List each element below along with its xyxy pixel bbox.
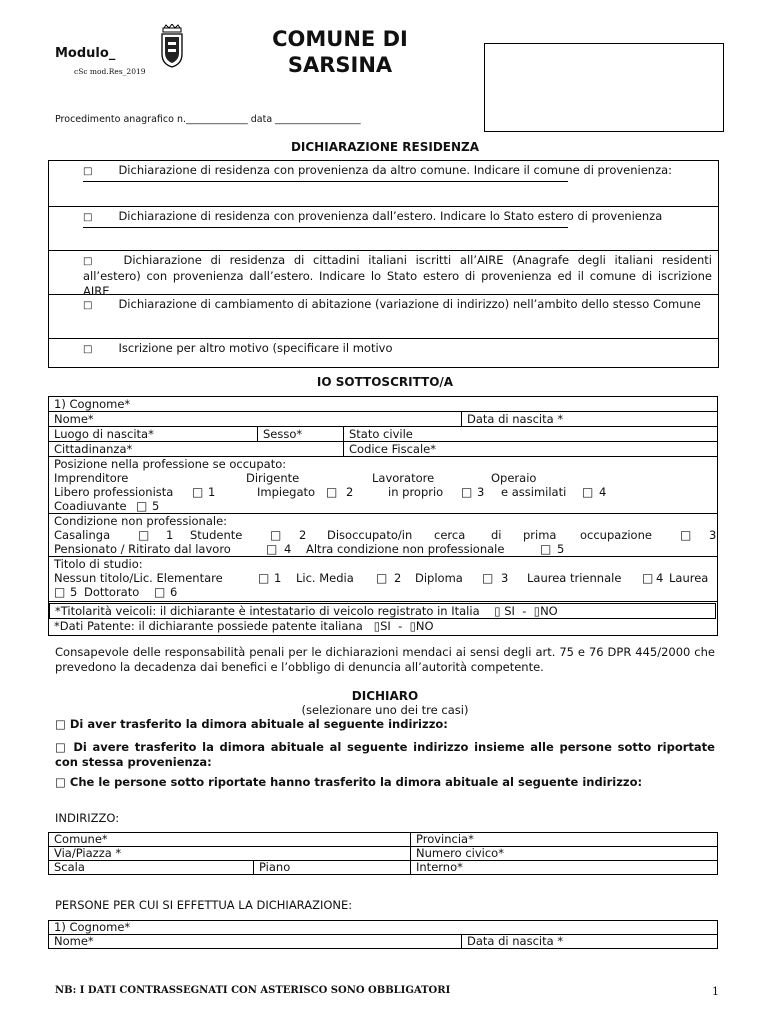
floor-field[interactable]: Piano: [254, 861, 411, 875]
cond-label: Pensionato / Ritirato dal lavoro: [54, 542, 231, 556]
checkbox-icon[interactable]: □: [54, 585, 66, 599]
condition-row-1: [54, 528, 717, 542]
checkbox-icon[interactable]: □: [642, 571, 654, 585]
prof-label: Lavoratore: [372, 471, 435, 485]
checkbox-icon[interactable]: □: [55, 717, 66, 731]
dash: -: [398, 619, 403, 633]
profession-title: Posizione nella professione se occupato:: [54, 457, 287, 471]
edu-label: Laurea: [669, 571, 709, 585]
section-title-sottoscritto: IO SOTTOSCRITTO/A: [316, 375, 454, 389]
input-line-stato[interactable]: [83, 227, 568, 228]
personal-data-table: [48, 396, 718, 636]
checkbox-icon[interactable]: □: [83, 166, 93, 177]
education-row-1: [54, 571, 712, 585]
comune-field[interactable]: Comune*: [49, 833, 411, 847]
cond-label: prima: [523, 528, 557, 542]
case-option-3[interactable]: [55, 775, 715, 790]
vehicles-row: [49, 602, 718, 636]
address-heading: INDIRIZZO:: [55, 811, 120, 825]
checkbox-icon[interactable]: □: [192, 485, 204, 499]
section-title-dichiaro: DICHIARO: [351, 689, 419, 703]
no-label: NO: [540, 604, 558, 618]
declaration-type-options: [48, 160, 719, 368]
cond-label: Studente: [190, 528, 243, 542]
yes-label: SI: [380, 619, 391, 633]
profession-row-2: [54, 485, 712, 499]
apartment-field[interactable]: Interno*: [411, 861, 718, 875]
edu-code: 5: [70, 585, 78, 599]
birthplace-field[interactable]: Luogo di nascita*: [49, 427, 258, 442]
license-row: [49, 619, 717, 634]
birth-date-field[interactable]: Data di nascita *: [462, 412, 718, 427]
persons-table: [48, 920, 718, 949]
edu-code: 4: [656, 571, 664, 585]
cond-label: Disoccupato/in: [327, 528, 413, 542]
person-surname-field[interactable]: 1) Cognome*: [49, 921, 718, 935]
case-option-2[interactable]: [55, 740, 715, 770]
mandatory-fields-note: NB: I DATI CONTRASSEGNATI CON ASTERISCO SONO OBBLIGATORI: [55, 985, 451, 996]
prof-code: 1: [208, 485, 216, 499]
checkbox-icon[interactable]: □: [83, 344, 93, 355]
surname-field[interactable]: 1) Cognome*: [49, 397, 718, 412]
yes-label: SI: [504, 604, 515, 618]
address-table: [48, 832, 718, 875]
prof-code: 2: [346, 485, 354, 499]
checkbox-icon[interactable]: □: [154, 585, 166, 599]
profession-row-3: [54, 499, 712, 513]
option-other-comune[interactable]: [49, 161, 718, 207]
prof-code: 4: [599, 485, 607, 499]
edu-code: 2: [394, 571, 402, 585]
education-section: [49, 557, 718, 602]
edu-label: Nessun titolo/Lic. Elementare: [54, 571, 223, 585]
case-label: Che le persone sotto riportate hanno trasferito la dimora abituale al seguente indirizzo:: [69, 775, 643, 789]
dash: -: [522, 604, 527, 618]
marital-status-field[interactable]: Stato civile: [344, 427, 718, 442]
checkbox-icon[interactable]: □: [582, 485, 594, 499]
edu-code: 6: [170, 585, 178, 599]
citizenship-field[interactable]: Cittadinanza*: [49, 442, 344, 457]
edu-label: Diploma: [415, 571, 463, 585]
profession-section: [49, 457, 718, 514]
street-field[interactable]: Via/Piazza *: [49, 847, 411, 861]
protocol-stamp-box[interactable]: [484, 43, 724, 132]
no-label: NO: [415, 619, 434, 633]
checkbox-icon[interactable]: □: [376, 571, 388, 585]
option-from-abroad[interactable]: [49, 207, 718, 251]
sex-field[interactable]: Sesso*: [258, 427, 344, 442]
checkbox-icon[interactable]: □: [83, 256, 98, 267]
prof-code: 3: [477, 485, 485, 499]
municipality-title: [250, 26, 430, 78]
checkbox-icon[interactable]: □: [680, 528, 692, 542]
checkbox-icon[interactable]: □: [83, 300, 93, 311]
dichiaro-subtitle: (selezionare uno dei tre casi): [301, 703, 469, 717]
condition-row-2: [54, 542, 712, 556]
vehicles-box: [49, 603, 716, 619]
vehicles-label: *Titolarità veicoli: il dichiarante è intestatario di veicolo registrato in Italia: [55, 604, 480, 618]
option-label: Dichiarazione di residenza con provenienza dall’estero. Indicare lo Stato estero di provenienza: [118, 209, 663, 223]
cond-label: di: [491, 528, 502, 542]
checkbox-icon[interactable]: ▯: [533, 604, 541, 618]
provincia-field[interactable]: Provincia*: [411, 833, 718, 847]
checkbox-icon[interactable]: □: [270, 528, 282, 542]
cond-label: cerca: [434, 528, 466, 542]
checkbox-icon[interactable]: ▯: [494, 604, 501, 618]
option-other-reason[interactable]: [49, 339, 718, 367]
cond-code: 1: [166, 528, 174, 542]
persons-heading: PERSONE PER CUI SI EFFETTUA LA DICHIARAZIONE:: [55, 898, 353, 912]
prof-label: Libero professionista: [54, 485, 174, 499]
option-label: Dichiarazione di residenza con provenienza da altro comune. Indicare il comune di provenienza:: [118, 163, 673, 177]
form-number-label: Modulo_: [55, 46, 116, 61]
municipality-title-line1: COMUNE DI: [272, 27, 408, 51]
checkbox-icon[interactable]: □: [55, 775, 66, 789]
condition-title: Condizione non professionale:: [54, 514, 228, 528]
declaration-paragraph: Consapevole delle responsabilità penali per le dichiarazioni mendaci ai sensi degli art. 75 e 76 DPR 445/2000 che prevedono la decadenza dai benefici e l’obbligo di denuncia all’autorità competente.: [55, 645, 715, 674]
case-label: Di avere trasferito la dimora abituale al seguente indirizzo insieme alle persone sotto riportate con stessa provenienza:: [55, 740, 715, 769]
option-label: Dichiarazione di cambiamento di abitazione (variazione di indirizzo) nell’ambito dello stesso Comune: [118, 297, 701, 311]
edu-code: 3: [501, 571, 509, 585]
case-label: Di aver trasferito la dimora abituale al seguente indirizzo:: [69, 717, 448, 731]
prof-label: Coadiuvante: [54, 499, 127, 513]
option-label: Iscrizione per altro motivo (specificare il motivo: [118, 341, 393, 355]
checkbox-icon[interactable]: □: [136, 499, 148, 513]
prof-label: in proprio: [388, 485, 444, 499]
municipal-crest-icon: [160, 24, 184, 68]
municipality-title-line2: SARSINA: [287, 53, 393, 77]
prof-label: Operaio: [491, 471, 537, 485]
cond-label: occupazione: [580, 528, 652, 542]
procedure-number-field[interactable]: Procedimento anagrafico n._____________ data __________________: [55, 114, 361, 125]
checkbox-icon[interactable]: □: [258, 571, 270, 585]
cond-code: 5: [557, 542, 565, 556]
checkbox-icon[interactable]: □: [266, 542, 278, 556]
cond-code: 2: [299, 528, 307, 542]
option-change-address[interactable]: [49, 295, 718, 339]
checkbox-icon[interactable]: □: [326, 485, 338, 499]
civic-number-field[interactable]: Numero civico*: [411, 847, 718, 861]
cond-code: 4: [284, 542, 292, 556]
prof-label: Impiegato: [257, 485, 316, 499]
page-number: 1: [712, 985, 719, 998]
checkbox-icon[interactable]: □: [540, 542, 552, 556]
edu-code: 1: [274, 571, 282, 585]
cond-label: Casalinga: [54, 528, 111, 542]
education-row-2: [54, 585, 712, 599]
profession-row-1: [54, 471, 712, 485]
cond-label: Altra condizione non professionale: [306, 542, 505, 556]
cond-code: 3: [709, 528, 717, 542]
input-line-comune[interactable]: [83, 181, 568, 182]
checkbox-icon[interactable]: □: [83, 212, 93, 223]
prof-label: Dirigente: [246, 471, 300, 485]
form-code: cSc mod.Res_2019: [74, 67, 146, 76]
name-field[interactable]: Nome*: [49, 412, 462, 427]
prof-code: 5: [152, 499, 160, 513]
prof-label: e assimilati: [501, 485, 567, 499]
option-aire[interactable]: [49, 251, 718, 298]
prof-label: Imprenditore: [54, 471, 129, 485]
edu-label: Dottorato: [84, 585, 140, 599]
license-label: *Dati Patente: il dichiarante possiede patente italiana: [54, 619, 363, 633]
checkbox-icon[interactable]: □: [482, 571, 494, 585]
option-label: Dichiarazione di residenza di cittadini italiani iscritti all’AIRE (Anagrafe degli italiani residenti all’estero) con provenienza dall’estero. Indicare lo Stato estero di provenienza ed il comune di iscrizione AIRE: [83, 253, 712, 298]
edu-label: Laurea triennale: [527, 571, 622, 585]
edu-label: Lic. Media: [296, 571, 354, 585]
person-birth-date-field[interactable]: Data di nascita *: [462, 935, 718, 949]
checkbox-icon[interactable]: □: [138, 528, 150, 542]
checkbox-icon[interactable]: □: [55, 740, 68, 754]
section-title-dichiarazione: DICHIARAZIONE RESIDENZA: [290, 140, 480, 154]
staircase-field[interactable]: Scala: [49, 861, 254, 875]
checkbox-icon[interactable]: ▯: [409, 619, 416, 633]
checkbox-icon[interactable]: □: [461, 485, 473, 499]
non-professional-section: [49, 514, 718, 557]
case-option-1[interactable]: [55, 717, 715, 732]
checkbox-icon[interactable]: ▯: [373, 619, 381, 633]
person-name-field[interactable]: Nome*: [49, 935, 462, 949]
fiscal-code-field[interactable]: Codice Fiscale*: [344, 442, 718, 457]
education-title: Titolo di studio:: [54, 557, 143, 571]
